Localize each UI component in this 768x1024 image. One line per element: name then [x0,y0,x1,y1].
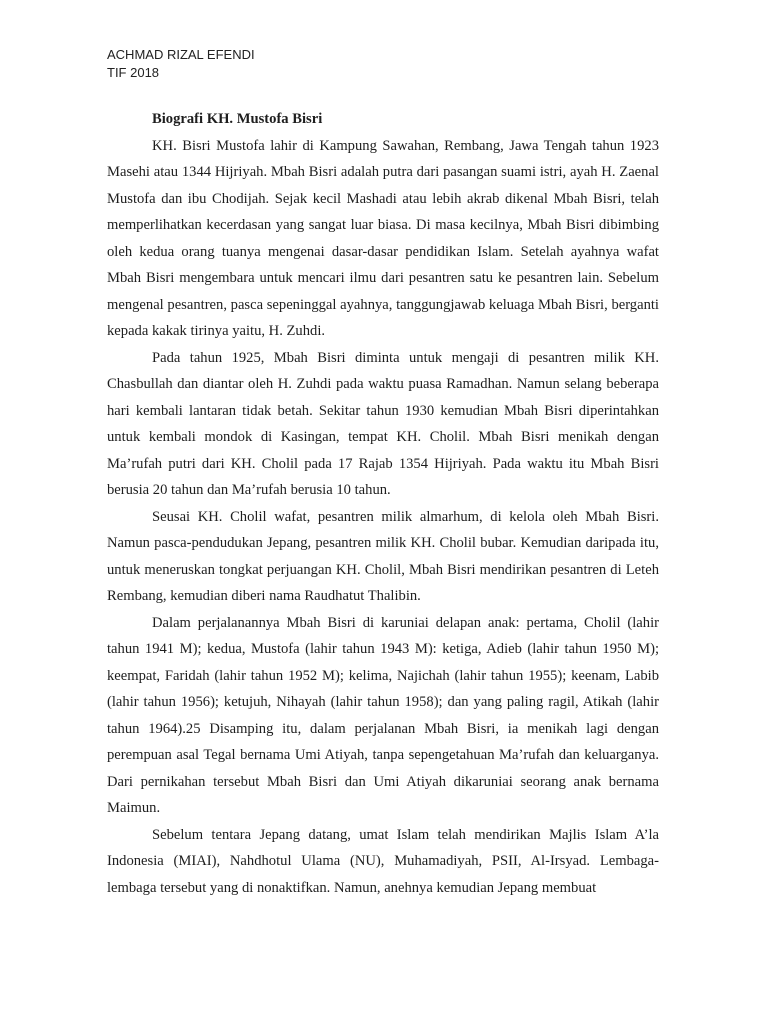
paragraph-4: Dalam perjalanannya Mbah Bisri di karuniai delapan anak: pertama, Cholil (lahir tahun 1941 M); kedua, Mustofa (lahir tahun 1943 M): ketiga, Adieb (lahir tahun 1950 M); keempat, Faridah (lahir tahun 1952 M); kelima, Najichah (lahir tahun 1955); keenam, Labib (lahir tahun 1956); ketujuh, Nihayah (lahir tahun 1958); dan yang paling ragil, Atikah (lahir tahun 1964).25 Disamping itu, dalam perjalanan Mbah Bisri, ia menikah lagi dengan perempuan asal Tegal bernama Umi Atiyah, tanpa sepengetahuan Ma’rufah dan keluarganya. Dari pernikahan tersebut Mbah Bisri dan Umi Atiyah dikaruniai seorang anak bernama Maimun. [107,614,659,816]
class-label: TIF 2018 [107,65,160,80]
page-header [107,46,255,82]
paragraph-1: KH. Bisri Mustofa lahir di Kampung Sawahan, Rembang, Jawa Tengah tahun 1923 Masehi atau 1344 Hijriyah. Mbah Bisri adalah putra dari pasangan suami istri, ayah H. Zaenal Mustofa dan ibu Chodijah. Sejak kecil Mashadi atau lebih akrab dikenal Mbah Bisri, telah memperlihatkan kecerdasan yang sangat luar biasa. Di masa kecilnya, Mbah Bisri dibimbing oleh kedua orang tuanya mengenai dasar-dasar pendidikan Islam. Setelah ayahnya wafat Mbah Bisri mengembara untuk mencari ilmu dari pesantren satu ke pesantren lain. Sebelum mengenal pesantren, pasca sepeninggal ayahnya, tanggungjawab keluaga Mbah Bisri, berganti kepada kakak tirinya yaitu, H. Zuhdi. [107,137,659,339]
paragraph-3: Seusai KH. Cholil wafat, pesantren milik almarhum, di kelola oleh Mbah Bisri. Namun pasca-pendudukan Jepang, pesantren milik KH. Cholil bubar. Kemudian daripada itu, untuk meneruskan tongkat perjuangan KH. Cholil, Mbah Bisri mendirikan pesantren di Leteh Rembang, kemudian diberi nama Raudhatut Thalibin. [107,508,659,604]
author-name: ACHMAD RIZAL EFENDI [107,47,255,62]
document-body [107,106,659,901]
paragraph-2: Pada tahun 1925, Mbah Bisri diminta untuk mengaji di pesantren milik KH. Chasbullah dan diantar oleh H. Zuhdi pada waktu puasa Ramadhan. Namun selang beberapa hari kembali lantaran tidak betah. Sekitar tahun 1930 kemudian Mbah Bisri diperintahkan untuk kembali mondok di Kasingan, tempat KH. Cholil. Mbah Bisri menikah dengan Ma’rufah putri dari KH. Cholil pada 17 Rajab 1354 Hijriyah. Pada waktu itu Mbah Bisri berusia 20 tahun dan Ma’rufah berusia 10 tahun. [107,349,659,498]
paragraph-5: Sebelum tentara Jepang datang, umat Islam telah mendirikan Majlis Islam A’la Indonesia (MIAI), Nahdhotul Ulama (NU), Muhamadiyah, PSII, Al-Irsyad. Lembaga-lembaga tersebut yang di nonaktifkan. Namun, anehnya kemudian Jepang membuat [107,826,659,896]
document-title: Biografi KH. Mustofa Bisri [152,111,323,127]
